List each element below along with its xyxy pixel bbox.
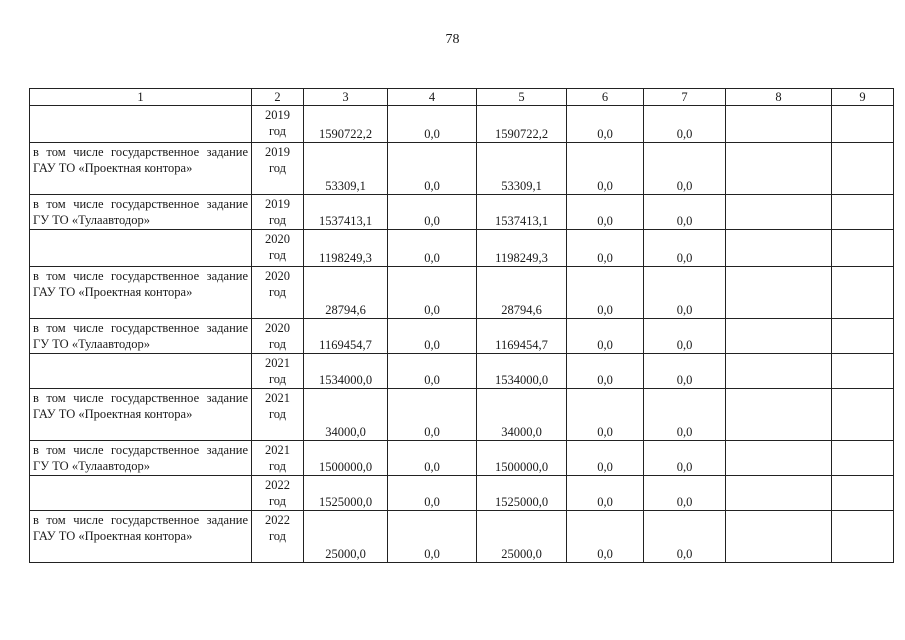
cell-col9: [832, 230, 894, 267]
table-row: [30, 441, 894, 476]
table-row: [30, 511, 894, 563]
cell-col6: 0,0: [567, 267, 644, 319]
cell-col7: 0,0: [644, 230, 726, 267]
table-row: [30, 195, 894, 230]
cell-col7: 0,0: [644, 354, 726, 389]
cell-col9: [832, 319, 894, 354]
cell-col6: 0,0: [567, 106, 644, 143]
table-row: [30, 319, 894, 354]
cell-col8: [726, 230, 832, 267]
table-row: [30, 476, 894, 511]
column-header: 3: [304, 89, 388, 106]
cell-col6: 0,0: [567, 441, 644, 476]
row-year: 2022 год: [252, 476, 304, 511]
cell-col8: [726, 106, 832, 143]
row-description: в том числе государственное задание ГАУ ТО «Проектная контора»: [30, 511, 252, 563]
cell-col3: 1590722,2: [304, 106, 388, 143]
cell-col4: 0,0: [388, 389, 477, 441]
table-header-row: [30, 89, 894, 106]
cell-col4: 0,0: [388, 230, 477, 267]
row-description: [30, 354, 252, 389]
cell-col7: 0,0: [644, 441, 726, 476]
cell-col7: 0,0: [644, 143, 726, 195]
row-year: 2020 год: [252, 319, 304, 354]
cell-col9: [832, 195, 894, 230]
cell-col3: 1169454,7: [304, 319, 388, 354]
cell-col8: [726, 389, 832, 441]
cell-col3: 1525000,0: [304, 476, 388, 511]
row-year: 2021 год: [252, 354, 304, 389]
row-year: 2020 год: [252, 267, 304, 319]
cell-col9: [832, 143, 894, 195]
cell-col6: 0,0: [567, 354, 644, 389]
cell-col9: [832, 389, 894, 441]
table-row: [30, 106, 894, 143]
cell-col8: [726, 195, 832, 230]
cell-col7: 0,0: [644, 476, 726, 511]
cell-col7: 0,0: [644, 511, 726, 563]
column-header: 7: [644, 89, 726, 106]
column-header: 4: [388, 89, 477, 106]
column-header: 8: [726, 89, 832, 106]
table-row: [30, 143, 894, 195]
table-row: [30, 354, 894, 389]
table-row: [30, 389, 894, 441]
row-description: в том числе государственное задание ГУ ТО «Тулаавтодор»: [30, 319, 252, 354]
column-header: 6: [567, 89, 644, 106]
cell-col4: 0,0: [388, 267, 477, 319]
column-header: 5: [477, 89, 567, 106]
row-year: 2019 год: [252, 143, 304, 195]
cell-col8: [726, 511, 832, 563]
row-description: в том числе государственное задание ГУ ТО «Тулаавтодор»: [30, 195, 252, 230]
cell-col8: [726, 143, 832, 195]
cell-col6: 0,0: [567, 143, 644, 195]
cell-col8: [726, 354, 832, 389]
column-header: 9: [832, 89, 894, 106]
cell-col9: [832, 441, 894, 476]
row-year: 2020 год: [252, 230, 304, 267]
cell-col6: 0,0: [567, 476, 644, 511]
cell-col4: 0,0: [388, 195, 477, 230]
cell-col8: [726, 441, 832, 476]
budget-table: [29, 88, 894, 563]
row-description: [30, 476, 252, 511]
row-year: 2019 год: [252, 106, 304, 143]
row-year: 2022 год: [252, 511, 304, 563]
cell-col7: 0,0: [644, 389, 726, 441]
row-year: 2019 год: [252, 195, 304, 230]
cell-col4: 0,0: [388, 319, 477, 354]
cell-col3: 1500000,0: [304, 441, 388, 476]
cell-col7: 0,0: [644, 195, 726, 230]
cell-col9: [832, 511, 894, 563]
row-description: [30, 106, 252, 143]
cell-col3: 28794,6: [304, 267, 388, 319]
cell-col6: 0,0: [567, 511, 644, 563]
cell-col5: 1537413,1: [477, 195, 567, 230]
row-description: [30, 230, 252, 267]
cell-col9: [832, 476, 894, 511]
cell-col4: 0,0: [388, 441, 477, 476]
cell-col8: [726, 476, 832, 511]
row-year: 2021 год: [252, 441, 304, 476]
row-year: 2021 год: [252, 389, 304, 441]
cell-col3: 1534000,0: [304, 354, 388, 389]
cell-col3: 25000,0: [304, 511, 388, 563]
row-description: в том числе государственное задание ГУ ТО «Тулаавтодор»: [30, 441, 252, 476]
cell-col9: [832, 106, 894, 143]
cell-col7: 0,0: [644, 106, 726, 143]
cell-col5: 1525000,0: [477, 476, 567, 511]
cell-col8: [726, 319, 832, 354]
cell-col5: 53309,1: [477, 143, 567, 195]
cell-col3: 1537413,1: [304, 195, 388, 230]
cell-col5: 1590722,2: [477, 106, 567, 143]
cell-col5: 1169454,7: [477, 319, 567, 354]
cell-col5: 25000,0: [477, 511, 567, 563]
cell-col3: 53309,1: [304, 143, 388, 195]
row-description: в том числе государственное задание ГАУ ТО «Проектная контора»: [30, 389, 252, 441]
cell-col6: 0,0: [567, 195, 644, 230]
column-header: 1: [30, 89, 252, 106]
page-number: 78: [445, 32, 460, 47]
cell-col3: 34000,0: [304, 389, 388, 441]
cell-col4: 0,0: [388, 106, 477, 143]
cell-col5: 1198249,3: [477, 230, 567, 267]
cell-col8: [726, 267, 832, 319]
cell-col7: 0,0: [644, 319, 726, 354]
cell-col6: 0,0: [567, 319, 644, 354]
cell-col4: 0,0: [388, 354, 477, 389]
row-description: в том числе государственное задание ГАУ ТО «Проектная контора»: [30, 267, 252, 319]
cell-col6: 0,0: [567, 389, 644, 441]
cell-col5: 1534000,0: [477, 354, 567, 389]
cell-col5: 1500000,0: [477, 441, 567, 476]
cell-col5: 28794,6: [477, 267, 567, 319]
cell-col5: 34000,0: [477, 389, 567, 441]
cell-col4: 0,0: [388, 511, 477, 563]
column-header: 2: [252, 89, 304, 106]
table-row: [30, 230, 894, 267]
cell-col7: 0,0: [644, 267, 726, 319]
cell-col4: 0,0: [388, 143, 477, 195]
cell-col4: 0,0: [388, 476, 477, 511]
cell-col9: [832, 267, 894, 319]
row-description: в том числе государственное задание ГАУ ТО «Проектная контора»: [30, 143, 252, 195]
cell-col3: 1198249,3: [304, 230, 388, 267]
table-row: [30, 267, 894, 319]
cell-col6: 0,0: [567, 230, 644, 267]
cell-col9: [832, 354, 894, 389]
